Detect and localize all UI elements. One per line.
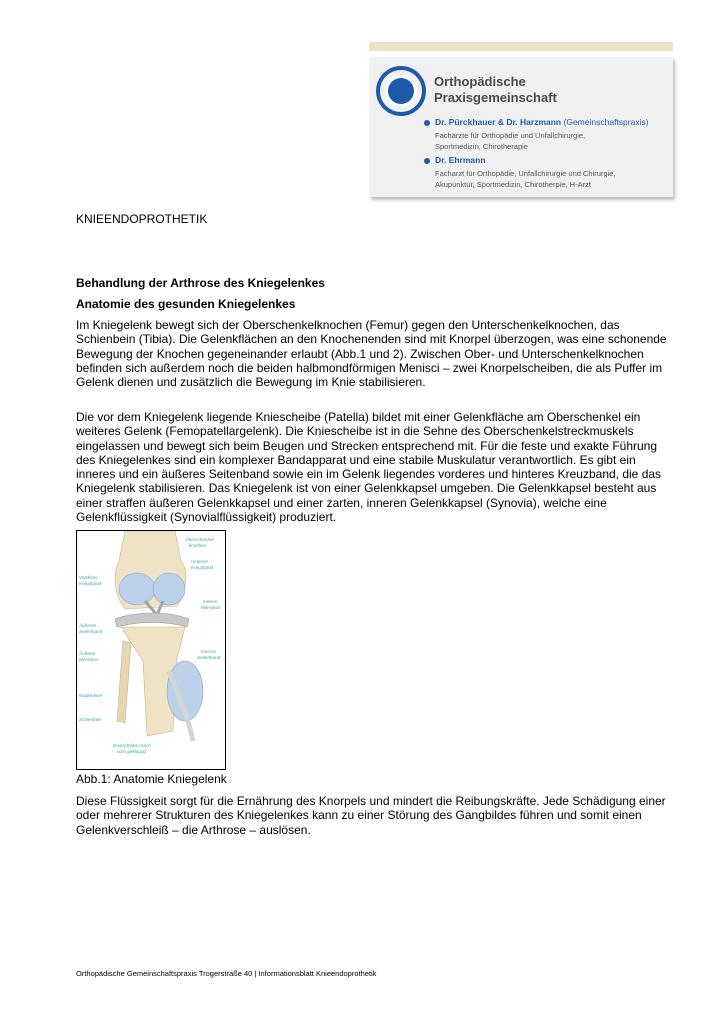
label-aeusseres-seitenband: Äußeres [79,623,97,628]
doctors-names-2: Dr. Ehrmann [435,155,486,165]
doctors-desc-2 [435,168,616,190]
label-femur: Oberschenkel- [185,537,215,542]
label-wadenbein: Wadenbein [79,693,103,698]
label-inneres-seitenband-2: Seitenband [197,655,221,660]
practice-logo-icon [376,66,426,116]
label-kniescheibe: Kniescheibe (nach [113,743,151,748]
label-innerer-meniskus-2: Meniskus [201,605,221,610]
label-inneres-seitenband: Inneres [201,649,217,654]
heading-treatment: Behandlung der Arthrose des Kniegelenkes [76,276,325,290]
paragraph-2: Die vor dem Kniegelenk liegende Kniescheibe (Patella) bildet mit einer Gelenkfläche am Oberschenkel ein weiteres Gelenk (Femopatellargelenk). Die Kniescheibe ist in die Sehne des Oberschenkelstreckmuskels eingelassen und bewegt sich beim Beugen und Strecken entsprechend mit. Für die feste und exakte Führung des Kniegelenkes sind ein komplexer Bandapparat und eine stabile Muskulatur verantwortlich. Es gibt ein inneres und ein äußeres Seitenband sowie ein im Gelenk liegendes vorderes und hinteres Kreuzband, die das Kniegelenk stabilisieren. Das Kniegelenk ist von einer Gelenkkapsel umgeben. Die Gelenkkapsel besteht aus einer straffen äußeren Gelenkkapsel und einer zarten, inneren Gelenkkapsel (Synovia), welche eine Gelenkflüssigkeit (Synovialflüssigkeit) produziert. [76,410,662,525]
paragraph-1: Im Kniegelenk bewegt sich der Oberschenkelknochen (Femur) gegen den Unterschenkelknochen, das Schienbein (Tibia). Die Gelenkflächen an den Knochenenden sind mit Knorpel überzogen, was eine schonende Bewegung der Knochen gegeneinander erlaubt (Abb.1 und 2). Zwischen Ober- und Unterschenkelknochen befinden sich außerdem noch die beiden halbmondförmigen Menisci – zwei Knorpelscheiben, die als Puffer im Gelenk dienen und zusätzlich die Bewegung im Knie stabilisieren. [76,318,667,390]
knee-anatomy-figure [76,530,226,770]
label-innerer-meniskus: Innerer [203,599,218,604]
doctors-desc-2-line2: Akupunktur, Sportmedizin, Chirotherpie, H-Arzt [435,180,591,189]
label-femur-2: knochen [189,543,207,548]
knee-labels [77,531,225,769]
label-aeusserer-meniskus: Äußerer [79,651,96,656]
paragraph-3: Diese Flüssigkeit sorgt für die Ernährung des Knorpels und mindert die Reibungskräfte. Jede Schädigung einer oder mehrerer Strukturen des Kniegelenkes kann zu einer Störung des Gangbildes führen und somit einen Gelenkverschleiß – die Arthrose – auslösen. [76,794,666,837]
doctors-desc-1 [435,130,585,152]
doctors-desc-1-line2: Sportmedizin, Chirotherapie [435,142,528,151]
doctors-row-2 [424,155,486,165]
doctors-row-1 [424,117,649,127]
figure-caption: Abb.1: Anatomie Kniegelenk [76,772,227,786]
page-footer: Orthopädische Gemeinschaftspraxis Trogerstraße 40 | Informationsblatt Knieendoprothetik [76,969,377,978]
practice-name-line2: Praxisgemeinschaft [434,90,557,105]
bullet-icon [424,120,430,126]
doctors-names-1: Dr. Pürckhauer & Dr. Harzmann [435,117,562,127]
practice-name-line1: Orthopädische [434,74,526,89]
label-vorderes: Vorderes [79,575,98,580]
doctors-desc-1-line1: Fachärzte für Orthopädie und Unfallchirurgie, [435,131,586,140]
doctors-desc-2-line1: Facharzt für Orthopädie, Unfallchirurgie und Chirurgie, [435,169,616,178]
doctors-note-1: (Gemeinschaftspraxis) [563,117,649,127]
label-hinteres: Hinteres [191,559,209,564]
document-kicker: KNIEENDOPROTHETIK [76,212,208,226]
header-accent-bar [369,42,673,51]
label-kniescheibe-2: vorn geklappt) [117,749,147,754]
label-aeusseres-seitenband-2: Seitenband [79,629,103,634]
practice-name [434,74,557,106]
heading-anatomy: Anatomie des gesunden Kniegelenkes [76,297,296,311]
label-hinteres-2: Kreuzband [191,565,214,570]
bullet-icon [424,158,430,164]
label-schienbein: Schienbein [79,717,102,722]
label-vorderes-2: Kreuzband [79,581,102,586]
label-aeusserer-meniskus-2: Meniskus [79,657,99,662]
